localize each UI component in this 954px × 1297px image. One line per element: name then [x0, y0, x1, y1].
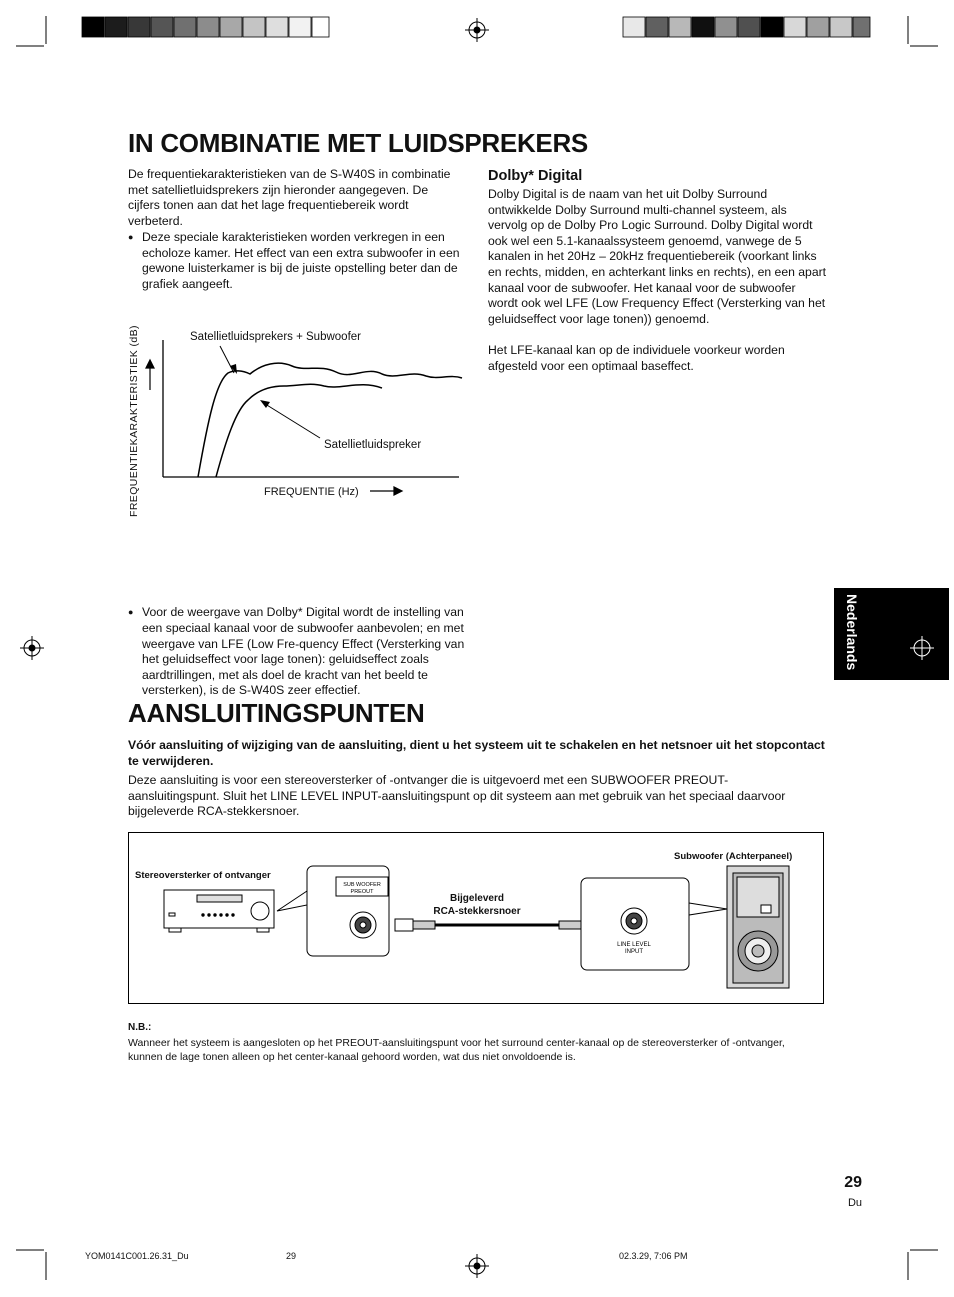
connection-paragraph: Deze aansluiting is voor een stereoversterker of -ontvanger die is uitgevoerd met een SUBWOOFER PREOUT-aansluitingspunt. Sluit het LINE LEVEL INPUT-aansluitingspunt op dit systeem aan met gebruik van het speciaal daarvoor bijgeleverde RCA-stekkersnoer. — [128, 773, 786, 819]
dolby-heading: Dolby* Digital — [488, 168, 583, 184]
preout-label: PREOUT — [350, 889, 374, 895]
chart-xlabel: FREQUENTIE (Hz) — [264, 486, 359, 498]
section-title: AANSLUITINGSPUNTEN — [128, 698, 425, 728]
bullet-item: ● Voor de weergave van Dolby* Digital wordt de instelling van een speciaal kanaal voor de subwoofer aanbevolen; en met weergave van LFE (Low Fre-quency Effect (Versterking van het geluidseffect voor lage tonen): geluidseffect zoals aardtrillingen, met als doel de kracht van het beeld te versterken), is de S-W40S zeer effectief. — [128, 605, 470, 699]
series-line — [198, 363, 462, 477]
footer-file: YOM0141C001.26.31_Du — [85, 1251, 189, 1261]
color-bar-left — [82, 17, 329, 37]
note-heading: N.B.: — [128, 1022, 152, 1033]
chart-ylabel: FREQUENTIEKARAKTERISTIEK (dB) — [128, 325, 140, 517]
footer-page: 29 — [286, 1251, 297, 1261]
amplifier-label: Stereoversterker of ontvanger — [135, 870, 271, 881]
frequency-chart — [120, 300, 470, 530]
cable-label — [417, 892, 537, 918]
y-axis-arrow — [146, 360, 154, 390]
warning-text: Vóór aansluiting of wijziging van de aansluiting, dient u het systeem uit te schakelen en het netsnoer uit het stopcontact te verwijderen. — [128, 738, 825, 768]
amplifier-icon — [164, 890, 274, 932]
cable-label-line: RCA-stekkersnoer — [433, 906, 521, 917]
dolby-paragraph-2: Het LFE-kanaal kan op de individuele voorkeur worden afgesteld voor een optimaal baseffect. — [488, 343, 785, 373]
line-level-label: LINE LEVEL — [617, 942, 651, 948]
series-line — [216, 384, 382, 477]
bullet-item: ● Deze speciale karakteristieken worden verkregen in een echoloze kamer. Het effect van een extra subwoofer in een gewone luisterkamer is bij de juiste opstelling beter dan de grafiek aangeeft. — [128, 230, 474, 292]
x-axis-arrow — [370, 487, 402, 495]
legend-entry: Satellietluidspreker — [324, 439, 422, 451]
preout-label: SUB WOOFER — [343, 882, 381, 888]
subwoofer-icon — [727, 866, 789, 988]
legend-entry: Satellietluidsprekers + Subwoofer — [190, 331, 361, 343]
page-language: Du — [847, 1197, 862, 1209]
footer-date: 02.3.29, 7:06 PM — [619, 1251, 688, 1261]
line-level-label: INPUT — [625, 949, 643, 955]
language-tab-label: Nederlands — [844, 594, 860, 671]
page-number: 29 — [844, 1174, 862, 1191]
subwoofer-label: Subwoofer (Achterpaneel) — [674, 851, 793, 862]
registration-target-icon — [908, 634, 936, 662]
connection-diagram — [128, 832, 824, 1004]
dolby-paragraph: Dolby Digital is de naam van het uit Dolby Surround ontwikkelde Dolby Surround multi-channel systeem, als vervolg op de Dolby Pro Logic Surround. Dolby Digital wordt ook wel een 5.1-kanaalssysteem genoemd, vanwege de 5 kanalen in het 20Hz – 20kHz frequentiebereik (voorkant links en rechts, midden, en achterkant links en rechts), en een apart kanaal voor de subwoofer. Het kanaal voor de subwoofer wordt ook wel LFE (Low Frequency Effect (Versterking van het geluidseffect voor lage tonen)) genoemd. — [488, 187, 827, 326]
cable-label-line: Bijgeleverd — [450, 893, 504, 904]
color-bar-right — [623, 17, 870, 37]
note-text: Wanneer het systeem is aangesloten op het PREOUT-aansluitingspunt voor het surround center-kanaal op de stereoversterker of -ontvanger, kunnen de lage tonen alleen op het center-kanaal gehoord worden, wat dus niet onvoldoende is. — [128, 1037, 785, 1063]
section-title: IN COMBINATIE MET LUIDSPREKERS — [128, 128, 588, 158]
intro-paragraph: De frequentiekarakteristieken van de S-W40S in combinatie met satellietluidsprekers zijn hieronder aangegeven. De cijfers tonen aan dat het lage frequentiebereik wordt verbeterd. — [128, 167, 451, 228]
